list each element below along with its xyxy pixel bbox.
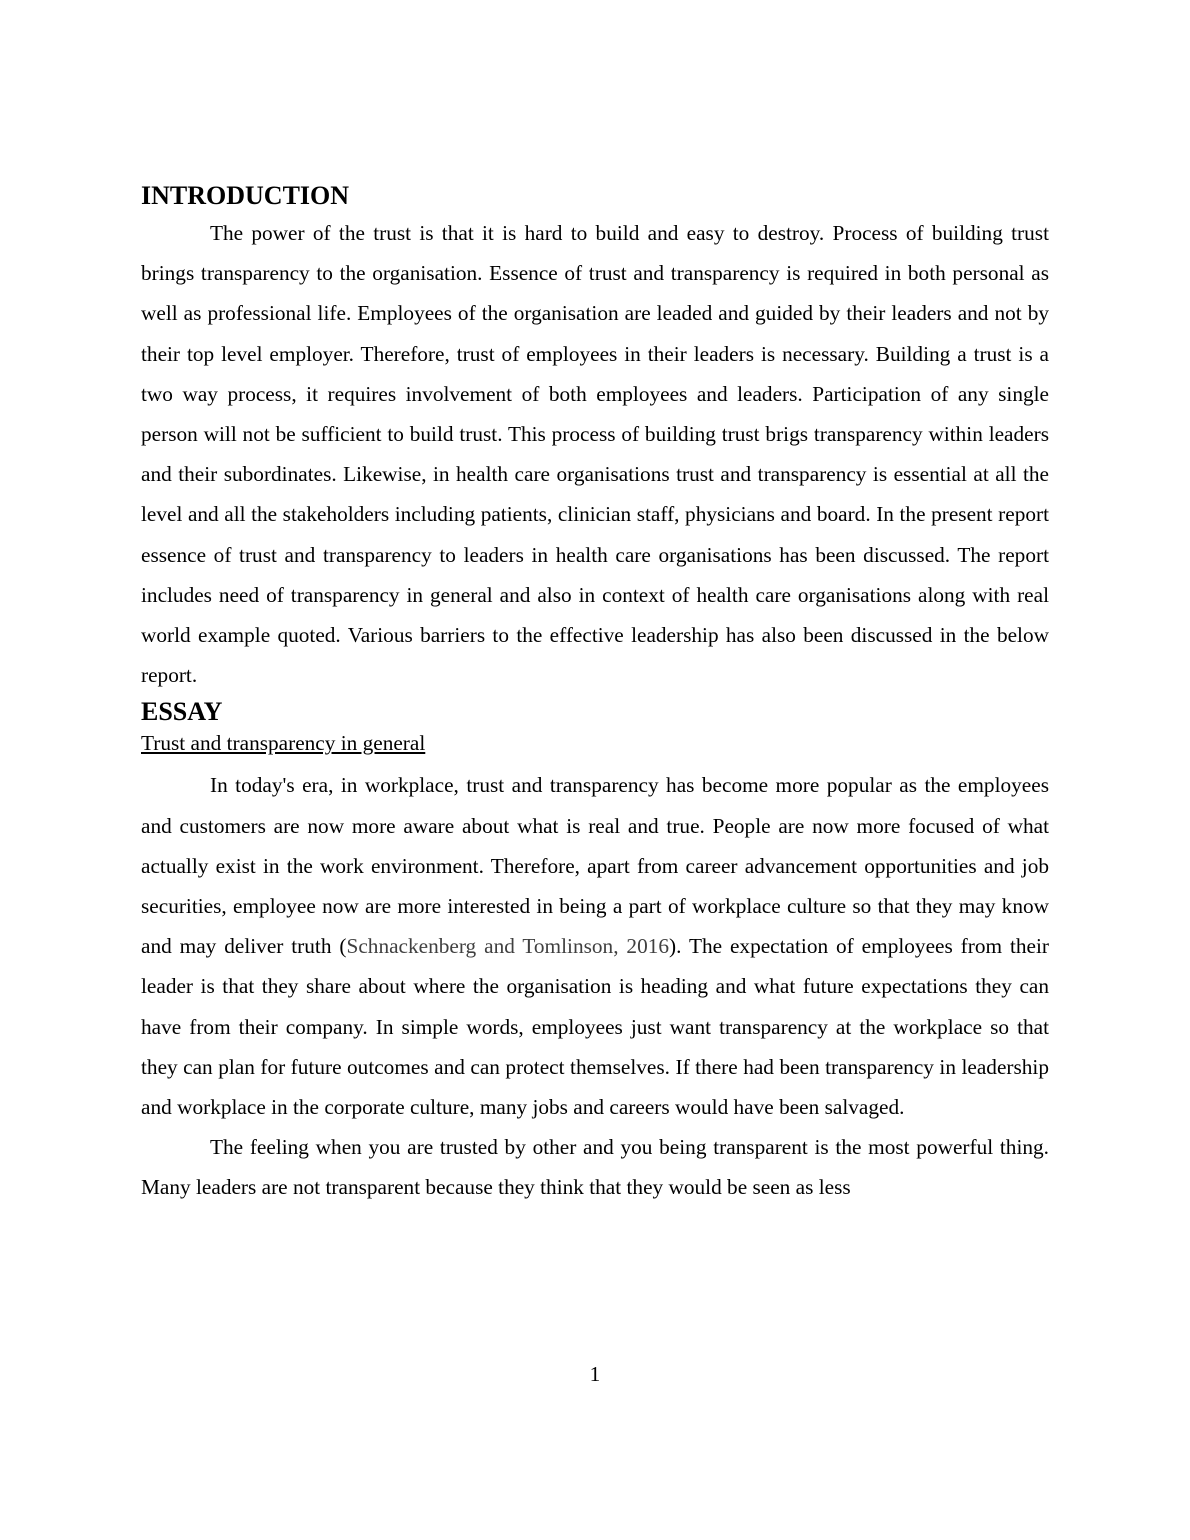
page-content [141, 179, 1049, 1208]
citation: Schnackenberg and Tomlinson, 2016 [346, 934, 670, 959]
essay-paragraph-1-text-a: In today's era, in workplace, trust and transparency has become more popular as the employees and customers are now more aware about what is real and true. People are now more focused of what actually exist in the work environment. Therefore, apart from career advancement opportunities and job securities, employee now are more interested in being a part of workplace culture so that they may know and may deliver truth ( [141, 773, 1049, 959]
essay-heading: ESSAY [141, 697, 223, 727]
essay-paragraph-1 [141, 765, 1049, 1127]
introduction-paragraph: The power of the trust is that it is hard to build and easy to destroy. Process of building trust brings transparency to the organisation. Essence of trust and transparency is required in both personal as well as professional life. Employees of the organisation are leaded and guided by their leaders and not by their top level employer. Therefore, trust of employees in their leaders is necessary. Building a trust is a two way process, it requires involvement of both employees and leaders. Participation of any single person will not be sufficient to build trust. This process of building trust brigs transparency within leaders and their subordinates. Likewise, in health care organisations trust and transparency is essential at all the level and all the stakeholders including patients, clinician staff, physicians and board. In the present report essence of trust and transparency to leaders in health care organisations has been discussed. The report includes need of transparency in general and also in context of health care organisations along with real world example quoted. Various barriers to the effective leadership has also been discussed in the below report. [141, 221, 1049, 688]
introduction-heading: INTRODUCTION [141, 181, 350, 210]
page-number: 1 [589, 1362, 601, 1386]
essay-paragraph-2: The feeling when you are trusted by other and you being transparent is the most powerful thing. Many leaders are not transparent because they think that they would be seen as less [141, 1135, 1049, 1200]
essay-subheading: Trust and transparency in general [141, 731, 426, 756]
essay-paragraph-1-text-b: ). The expectation of employees from their leader is that they share about where the organisation is heading and what future expectations they can have from their company. In simple words, employees just want transparency at the workplace so that they can plan for future outcomes and can protect themselves. If there had been transparency in leadership and workplace in the corporate culture, many jobs and careers would have been salvaged. [141, 934, 1050, 1120]
